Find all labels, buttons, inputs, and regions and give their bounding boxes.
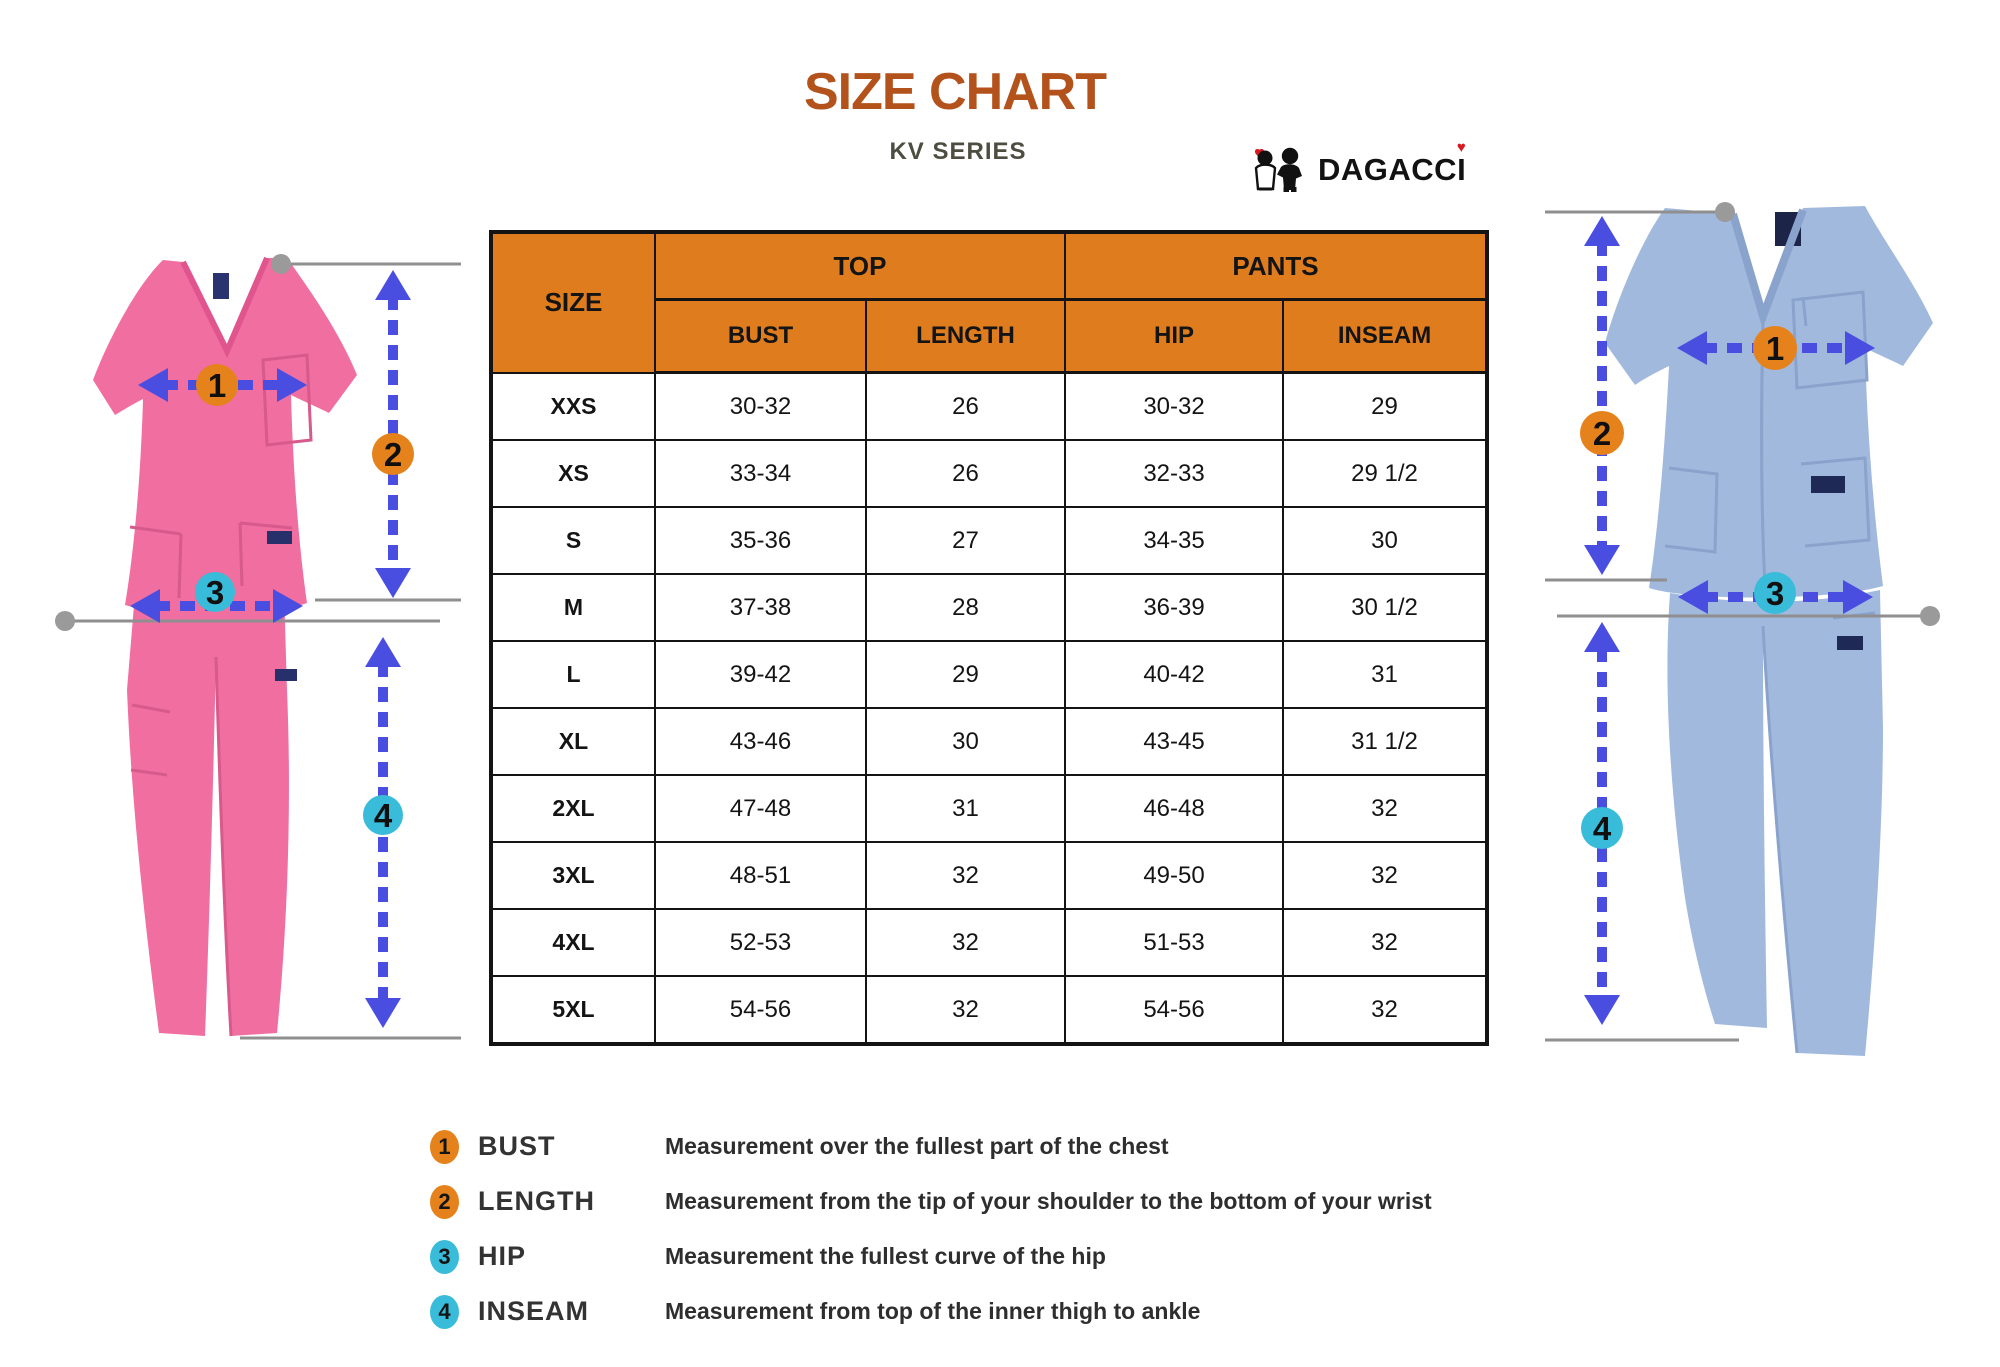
- legend-marker-4-icon: 4: [430, 1295, 459, 1329]
- cell-bust: 43-46: [655, 708, 866, 775]
- cell-inseam: 29: [1283, 373, 1487, 441]
- ref-dot-shoulder: [1715, 202, 1735, 222]
- cell-inseam: 32: [1283, 775, 1487, 842]
- marker-inseam-number: 4: [373, 797, 393, 834]
- legend-item-hip: [430, 1229, 1432, 1284]
- marker-bust-number: 1: [207, 367, 227, 404]
- brand-logo: [1248, 138, 1467, 192]
- marker-hip: [195, 572, 235, 612]
- cell-inseam: 29 1/2: [1283, 440, 1487, 507]
- heart-icon: ♥: [1456, 138, 1467, 156]
- cell-size: XXS: [491, 373, 655, 441]
- table-row: [491, 507, 1487, 574]
- marker-hip: [1754, 572, 1796, 614]
- ref-dot-shoulder: [271, 254, 291, 274]
- cell-length: 27: [866, 507, 1065, 574]
- legend-label: HIP: [478, 1241, 527, 1271]
- table-row: [491, 842, 1487, 909]
- cell-size: 3XL: [491, 842, 655, 909]
- cell-size: S: [491, 507, 655, 574]
- legend-marker-1-icon: 1: [430, 1130, 459, 1164]
- marker-bust-number: 1: [1765, 330, 1785, 367]
- cell-length: 28: [866, 574, 1065, 641]
- cell-bust: 35-36: [655, 507, 866, 574]
- cell-bust: 39-42: [655, 641, 866, 708]
- cell-inseam: 30: [1283, 507, 1487, 574]
- cell-bust: 37-38: [655, 574, 866, 641]
- cell-inseam: 32: [1283, 842, 1487, 909]
- marker-inseam-number: 4: [1592, 810, 1612, 847]
- cell-length: 32: [866, 842, 1065, 909]
- ref-dot-hip: [55, 611, 75, 631]
- cell-length: 26: [866, 440, 1065, 507]
- col-header-length: LENGTH: [866, 300, 1065, 373]
- cell-size: 2XL: [491, 775, 655, 842]
- blue-scrub-top: [1605, 206, 1933, 598]
- cell-inseam: 31: [1283, 641, 1487, 708]
- cell-bust: 52-53: [655, 909, 866, 976]
- table-row: [491, 976, 1487, 1044]
- col-header-hip: HIP: [1065, 300, 1283, 373]
- table-row: [491, 641, 1487, 708]
- col-group-top: TOP: [655, 232, 1065, 300]
- pink-scrub-pants: [127, 591, 297, 1036]
- ref-dot-hip: [1920, 606, 1940, 626]
- cell-size: 4XL: [491, 909, 655, 976]
- marker-bust: [196, 364, 238, 406]
- pants-brand-tag: [1837, 636, 1863, 650]
- col-header-size: SIZE: [491, 232, 655, 373]
- cell-length: 32: [866, 976, 1065, 1044]
- legend-marker-3-icon: 3: [430, 1240, 459, 1274]
- cell-bust: 47-48: [655, 775, 866, 842]
- cell-inseam: 31 1/2: [1283, 708, 1487, 775]
- measurement-legend: [430, 1119, 1432, 1339]
- legend-desc: Measurement over the fullest part of the chest: [665, 1133, 1169, 1159]
- cell-size: XS: [491, 440, 655, 507]
- col-header-inseam: INSEAM: [1283, 300, 1487, 373]
- table-row: [491, 775, 1487, 842]
- marker-inseam: [363, 795, 403, 835]
- marker-length-number: 2: [1592, 415, 1612, 452]
- legend-label: INSEAM: [478, 1296, 590, 1326]
- marker-length: [1580, 411, 1624, 455]
- top-brand-tag: [1811, 476, 1845, 493]
- cell-inseam: 30 1/2: [1283, 574, 1487, 641]
- marker-inseam: [1581, 807, 1623, 849]
- cell-size: M: [491, 574, 655, 641]
- page-title: SIZE CHART: [804, 63, 1106, 121]
- cell-bust: 48-51: [655, 842, 866, 909]
- legend-item-bust: [430, 1119, 1432, 1174]
- brand-name: [1318, 138, 1467, 187]
- legend-desc: Measurement the fullest curve of the hip: [665, 1243, 1106, 1269]
- cell-hip: 40-42: [1065, 641, 1283, 708]
- cell-length: 26: [866, 373, 1065, 441]
- cell-hip: 49-50: [1065, 842, 1283, 909]
- legend-desc: Measurement from top of the inner thigh to ankle: [665, 1298, 1201, 1324]
- length-arrow: [1584, 216, 1620, 575]
- cell-bust: 54-56: [655, 976, 866, 1044]
- col-group-pants: PANTS: [1065, 232, 1487, 300]
- cell-length: 29: [866, 641, 1065, 708]
- col-header-bust: BUST: [655, 300, 866, 373]
- marker-hip-number: 3: [205, 574, 225, 611]
- brand-text-main: DAGACC: [1318, 151, 1458, 187]
- neck-size-tag: [213, 273, 229, 299]
- brand-text-i: [1456, 138, 1467, 187]
- figure-pink-scrubs: [35, 185, 465, 1065]
- cell-bust: 30-32: [655, 373, 866, 441]
- cell-hip: 30-32: [1065, 373, 1283, 441]
- cell-hip: 36-39: [1065, 574, 1283, 641]
- cell-size: 5XL: [491, 976, 655, 1044]
- cell-size: XL: [491, 708, 655, 775]
- page-subtitle: KV SERIES: [889, 138, 1027, 165]
- cell-length: 31: [866, 775, 1065, 842]
- marker-bust: [1753, 326, 1797, 370]
- legend-marker-2-icon: 2: [430, 1185, 459, 1219]
- size-table: [489, 230, 1489, 1046]
- legend-desc: Measurement from the tip of your shoulder to the bottom of your wrist: [665, 1188, 1432, 1214]
- table-row: [491, 574, 1487, 641]
- pants-brand-tag: [275, 669, 297, 681]
- legend-item-inseam: [430, 1284, 1432, 1339]
- cell-hip: 32-33: [1065, 440, 1283, 507]
- legend-label: LENGTH: [478, 1186, 595, 1216]
- cell-hip: 34-35: [1065, 507, 1283, 574]
- cell-inseam: 32: [1283, 976, 1487, 1044]
- marker-length: [372, 433, 414, 475]
- cell-hip: 54-56: [1065, 976, 1283, 1044]
- brand-i-letter: I: [1457, 151, 1467, 187]
- blue-scrub-pants: [1667, 590, 1883, 1056]
- cell-length: 30: [866, 708, 1065, 775]
- two-people-icon: [1248, 146, 1310, 192]
- figure-blue-scrubs: [1535, 148, 1990, 1093]
- cell-bust: 33-34: [655, 440, 866, 507]
- top-brand-tag: [267, 531, 292, 544]
- legend-label: BUST: [478, 1131, 556, 1161]
- table-row: [491, 373, 1487, 441]
- table-row: [491, 909, 1487, 976]
- pink-scrub-top: [93, 258, 357, 613]
- cell-inseam: 32: [1283, 909, 1487, 976]
- table-row: [491, 708, 1487, 775]
- marker-hip-number: 3: [1765, 575, 1785, 612]
- cell-length: 32: [866, 909, 1065, 976]
- cell-hip: 46-48: [1065, 775, 1283, 842]
- table-row: [491, 440, 1487, 507]
- cell-size: L: [491, 641, 655, 708]
- cell-hip: 43-45: [1065, 708, 1283, 775]
- cell-hip: 51-53: [1065, 909, 1283, 976]
- marker-length-number: 2: [383, 436, 403, 473]
- legend-item-length: [430, 1174, 1432, 1229]
